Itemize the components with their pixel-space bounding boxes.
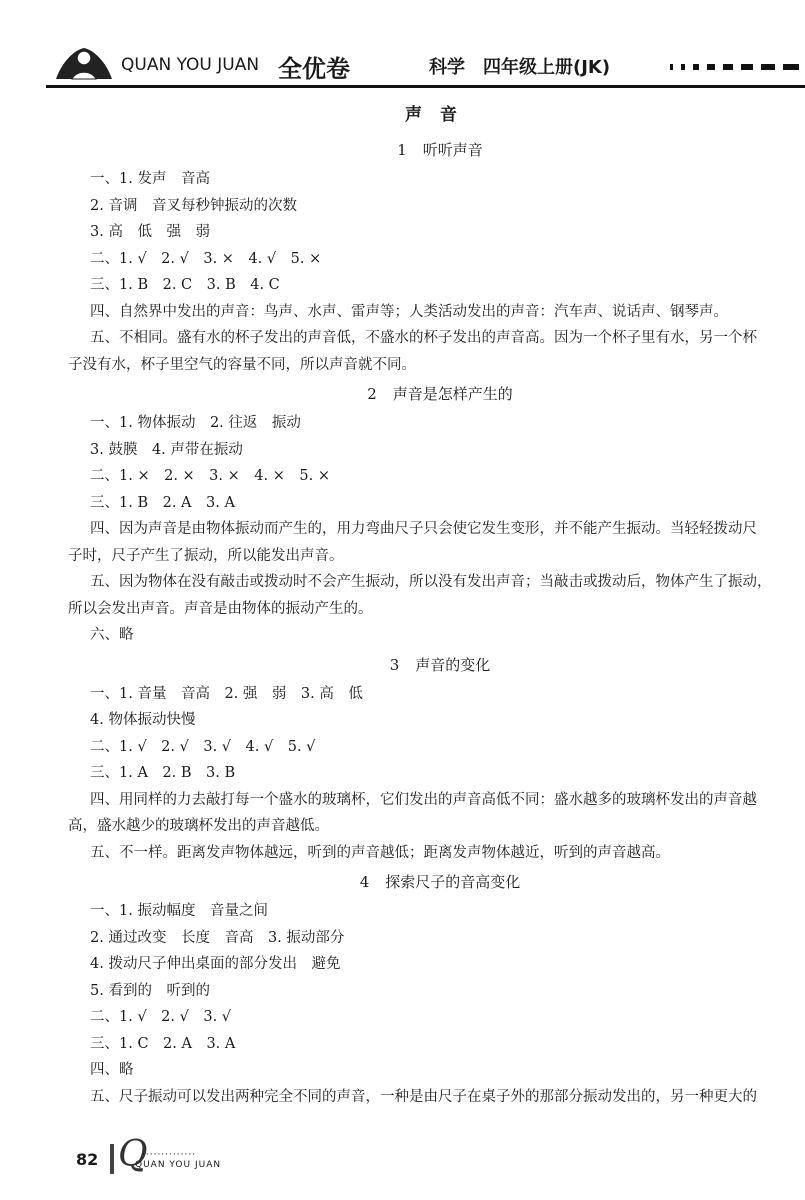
section-name: 声音是怎样产生的 <box>392 385 513 403</box>
answer-line: 五、尺子振动可以发出两种完全不同的声音，一种是由尺子在桌子外的那部分振动发出的，另一种更大的 <box>90 1088 757 1105</box>
answer-line: 2. 通过改变 长度 音高 3. 振动部分 <box>90 929 345 946</box>
answer-line-continued: 所以会发出声音。声音是由物体的振动产生的。 <box>68 600 373 617</box>
answer-line: 四、用同样的力去敲打每一个盛水的玻璃杯，它们发出的声音高低不同：盛水越多的玻璃杯发出的声音越 <box>90 791 757 808</box>
answer-line: 3. 高 低 强 弱 <box>90 224 210 240</box>
answer-line: 五、不相同。盛有水的杯子发出的声音低，不盛水的杯子发出的声音高。因为一个杯子里有水，另一个杯 <box>90 330 757 346</box>
answer-line: 三、1. C 2. A 3. A <box>90 1035 236 1052</box>
answer-line: 三、1. B 2. C 3. B 4. C <box>90 277 280 293</box>
section-title <box>90 378 790 410</box>
section-title <box>90 649 790 681</box>
logo-figure-icon <box>54 42 114 80</box>
section-title <box>90 134 790 166</box>
answer-line: 二、1. × 2. × 3. × 4. × 5. × <box>90 468 330 484</box>
header-decoration <box>670 62 805 72</box>
section-number: 3 <box>389 655 400 674</box>
answer-line: 一、1. 振动幅度 音量之间 <box>90 903 268 919</box>
brand-english: QUAN YOU JUAN <box>121 55 260 75</box>
page-footer <box>60 1134 320 1178</box>
footer-divider <box>110 1144 114 1174</box>
answer-line: 二、1. √ 2. √ 3. × 4. √ 5. × <box>90 250 322 267</box>
footer-dots: ·············· <box>142 1150 197 1160</box>
answer-line: 四、因为声音是由物体振动而产生的，用力弯曲尺子只会使它发生变形，并不能产生振动。当轻轻拨动尺 <box>90 521 757 537</box>
q-logo-icon: Q <box>118 1134 148 1175</box>
section-name: 声音的变化 <box>415 655 491 674</box>
answer-line: 三、1. B 2. A 3. A <box>90 494 235 511</box>
brand-chinese: 全优卷 <box>278 55 350 83</box>
answer-line: 四、自然界中发出的声音：鸟声、水声、雷声等；人类活动发出的声音：汽车声、说话声、钢琴声。 <box>90 303 728 320</box>
section-name: 听听声音 <box>422 141 483 159</box>
section-number: 1 <box>397 141 407 159</box>
answer-line: 四、略 <box>90 1062 134 1078</box>
answer-line: 一、1. 发声 音高 <box>90 171 210 187</box>
subject-grade: 科学 四年级上册(JK) <box>429 57 611 78</box>
answer-line-continued: 子没有水，杯子里空气的容量不同，所以声音就不同。 <box>68 356 416 373</box>
page-header <box>46 40 805 88</box>
answer-line: 4. 拨动尺子伸出桌面的部分发出 避免 <box>90 956 341 972</box>
footer-brand: QUAN YOU JUAN <box>135 1160 222 1170</box>
page-number: 82 <box>76 1150 99 1169</box>
answer-line: 五、不一样。距离发声物体越远，听到的声音越低；距离发声物体越近，听到的声音越高。 <box>90 844 670 861</box>
answer-content <box>68 100 790 1110</box>
answer-line: 三、1. A 2. B 3. B <box>90 765 236 781</box>
page-title: 声音 <box>405 105 475 125</box>
answer-line-continued: 高，盛水越少的玻璃杯发出的声音越低。 <box>68 818 329 834</box>
answer-line: 5. 看到的 听到的 <box>90 982 210 999</box>
answer-line: 五、因为物体在没有敲击或拨动时不会产生振动，所以没有发出声音；当敲击或拨动后，物体产生了振动， <box>90 574 772 590</box>
section-title <box>90 866 790 898</box>
answer-line: 3. 鼓膜 4. 声带在振动 <box>90 441 243 458</box>
answer-line-continued: 子时，尺子产生了振动，所以能发出声音。 <box>68 547 344 564</box>
answer-line: 4. 物体振动快慢 <box>90 712 196 728</box>
section-number: 2 <box>367 385 377 403</box>
answer-line: 二、1. √ 2. √ 3. √ 4. √ 5. √ <box>90 738 316 755</box>
section-name: 探索尺子的音高变化 <box>385 873 521 891</box>
answer-line: 一、1. 物体振动 2. 往返 振动 <box>90 415 301 431</box>
answer-line: 2. 音调 音叉每秒钟振动的次数 <box>90 197 297 214</box>
answer-line: 六、略 <box>90 627 134 643</box>
section-number: 4 <box>359 873 370 891</box>
answer-line: 二、1. √ 2. √ 3. √ <box>90 1009 232 1025</box>
answer-line: 一、1. 音量 音高 2. 强 弱 3. 高 低 <box>90 685 363 702</box>
